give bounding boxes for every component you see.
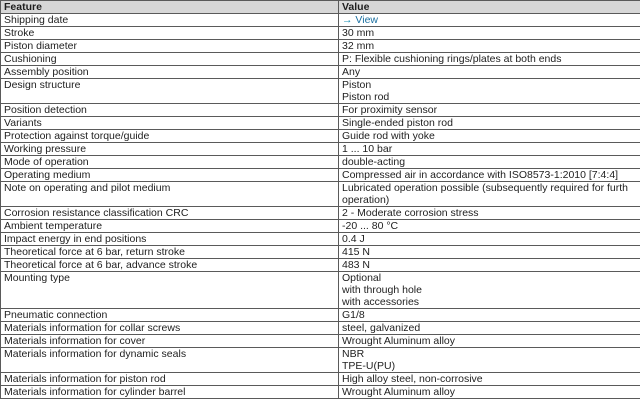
value-cell [339, 27, 640, 40]
value-cell [339, 207, 640, 220]
value-line: operation) [342, 194, 390, 206]
feature-cell: Working pressure [1, 143, 339, 156]
value-cell [339, 79, 640, 104]
table-row [1, 335, 640, 348]
table-row [1, 40, 640, 53]
feature-cell: Materials information for cover [1, 335, 339, 348]
table-row [1, 272, 640, 309]
table-row [1, 386, 640, 399]
table-row [1, 156, 640, 169]
feature-cell: Variants [1, 117, 339, 130]
feature-cell: Ambient temperature [1, 220, 339, 233]
value-line: G1/8 [342, 309, 365, 321]
value-line: Piston [342, 79, 372, 91]
value-line: steel, galvanized [342, 322, 421, 334]
value-line: 483 N [342, 259, 371, 271]
value-cell [339, 259, 640, 272]
value-cell [339, 130, 640, 143]
feature-cell: Mode of operation [1, 156, 339, 169]
value-line: 32 mm [342, 40, 375, 52]
table-row [1, 309, 640, 322]
feature-cell: Assembly position [1, 66, 339, 79]
feature-cell: Theoretical force at 6 bar, advance stroke [1, 259, 339, 272]
value-line: 30 mm [342, 27, 375, 39]
value-cell [339, 373, 640, 386]
feature-cell: Cushioning [1, 53, 339, 66]
value-line: -20 ... 80 °C [342, 220, 399, 232]
table-row [1, 182, 640, 207]
table-row [1, 220, 640, 233]
value-line: 1 ... 10 bar [342, 143, 393, 155]
feature-cell: Materials information for collar screws [1, 322, 339, 335]
value-line: double-acting [342, 156, 406, 168]
table-row [1, 373, 640, 386]
value-line: Compressed air in accordance with ISO8573-1:2010 [7:4:4] [342, 169, 619, 181]
feature-cell: Materials information for cylinder barrel [1, 386, 339, 399]
table-row [1, 233, 640, 246]
value-cell [339, 117, 640, 130]
value-cell [339, 53, 640, 66]
value-cell [339, 40, 640, 53]
value-line: Wrought Aluminum alloy [342, 386, 456, 398]
value-cell [339, 233, 640, 246]
feature-cell: Corrosion resistance classification CRC [1, 207, 339, 220]
value-line: TPE-U(PU) [342, 360, 396, 372]
feature-cell: Shipping date [1, 14, 339, 27]
value-line: Optional [342, 272, 382, 284]
value-line: Guide rod with yoke [342, 130, 435, 142]
value-cell [339, 246, 640, 259]
value-cell [339, 348, 640, 373]
arrow-right-icon: → [342, 14, 356, 26]
header-value: Value [339, 1, 640, 14]
value-cell [339, 335, 640, 348]
table-row [1, 27, 640, 40]
table-row [1, 130, 640, 143]
table-row [1, 348, 640, 373]
feature-cell: Design structure [1, 79, 339, 104]
feature-cell: Position detection [1, 104, 339, 117]
table-row [1, 14, 640, 27]
value-cell[interactable] [339, 14, 640, 27]
value-cell [339, 104, 640, 117]
value-line: 0.4 J [342, 233, 365, 245]
value-line: 415 N [342, 246, 371, 258]
value-cell [339, 182, 640, 207]
feature-cell: Protection against torque/guide [1, 130, 339, 143]
value-line: P: Flexible cushioning rings/plates at both ends [342, 53, 562, 65]
value-line: High alloy steel, non-corrosive [342, 373, 483, 385]
feature-cell: Pneumatic connection [1, 309, 339, 322]
feature-cell: Theoretical force at 6 bar, return stroke [1, 246, 339, 259]
table-row [1, 246, 640, 259]
table-row [1, 117, 640, 130]
value-line: Piston rod [342, 91, 390, 103]
value-line: Single-ended piston rod [342, 117, 453, 129]
value-line: NBR [342, 348, 365, 360]
feature-cell: Note on operating and pilot medium [1, 182, 339, 207]
table-row [1, 143, 640, 156]
value-cell [339, 272, 640, 309]
value-cell [339, 309, 640, 322]
table-header-row [1, 1, 640, 14]
table-row [1, 79, 640, 104]
value-line: 2 - Moderate corrosion stress [342, 207, 479, 219]
value-line: Lubricated operation possible (subsequently required for furth [342, 182, 629, 194]
table-row [1, 259, 640, 272]
table-row [1, 207, 640, 220]
feature-cell: Materials information for piston rod [1, 373, 339, 386]
value-cell [339, 66, 640, 79]
value-cell [339, 322, 640, 335]
value-cell [339, 169, 640, 182]
value-cell [339, 143, 640, 156]
value-cell [339, 386, 640, 399]
value-line: Wrought Aluminum alloy [342, 335, 456, 347]
feature-cell: Stroke [1, 27, 339, 40]
value-cell [339, 156, 640, 169]
feature-cell: Materials information for dynamic seals [1, 348, 339, 373]
table-row [1, 322, 640, 335]
value-cell [339, 220, 640, 233]
header-feature: Feature [1, 1, 339, 14]
value-line: Any [342, 66, 361, 78]
table-row [1, 53, 640, 66]
view-link[interactable]: View [355, 14, 378, 26]
feature-cell: Mounting type [1, 272, 339, 309]
value-line: with accessories [342, 296, 420, 308]
table-row [1, 66, 640, 79]
value-line: For proximity sensor [342, 104, 438, 116]
value-line: with through hole [342, 284, 422, 296]
feature-cell: Impact energy in end positions [1, 233, 339, 246]
table-row [1, 104, 640, 117]
feature-cell: Piston diameter [1, 40, 339, 53]
table-row [1, 169, 640, 182]
feature-cell: Operating medium [1, 169, 339, 182]
